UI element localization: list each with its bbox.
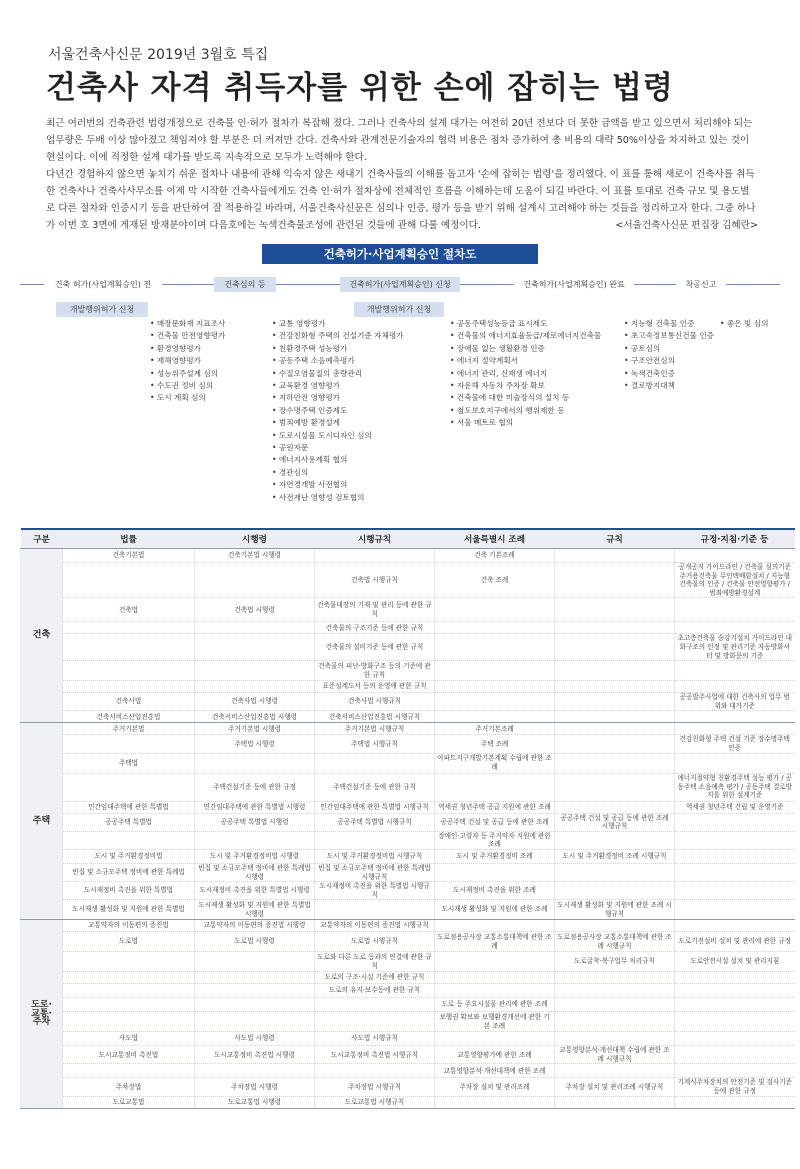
procedure-item: • 공동주택 소음예측평가 [272, 355, 404, 367]
procedure-item: • 자연경개발 사전협의 [272, 479, 404, 491]
table-cell: 사도법 시행령 [195, 1032, 315, 1046]
table-cell: 교통약자의 이동편의 증진법 시행규칙 [315, 920, 435, 932]
table-cell [63, 563, 195, 598]
table-cell [675, 900, 795, 920]
procedure-item: • 지능형 건축물 인증 [624, 318, 714, 330]
table-row [21, 831, 795, 849]
table-cell [195, 622, 315, 634]
table-cell [555, 563, 675, 598]
table-cell: 도로점용공사장 교통소통대책에 관한 조례 [435, 932, 555, 952]
table-row [21, 735, 795, 753]
table-row [21, 622, 795, 634]
table-cell [315, 1064, 435, 1078]
table-cell: 공공주택 건설 및 공급 등에 관한 조례 시행규칙 [555, 813, 675, 831]
table-cell [195, 998, 315, 1012]
table-row [21, 1046, 795, 1064]
table-cell: 건축법 시행령 [195, 598, 315, 622]
procedure-title: 건축허가·사업계획승인 절차도 [262, 244, 538, 264]
table-cell [675, 598, 795, 622]
table-cell [555, 1032, 675, 1046]
group-label: 주택 [21, 723, 63, 920]
table-cell: 빈집 및 소규모주택 정비에 관한 특례법 [63, 863, 195, 881]
procedure-item: • 장수명주택 인증제도 [272, 405, 404, 417]
table-header: 규정·지침·기준 등 [675, 529, 795, 549]
table-cell [63, 831, 195, 849]
table-header: 시행규칙 [315, 529, 435, 549]
table-cell: 도시재생 활성화 및 지원에 관한 특별법 시행령 [195, 900, 315, 920]
procedure-col-before [150, 318, 225, 405]
table-cell: 빈집 및 소규모주택 정비에 관한 특례법 시행령 [195, 863, 315, 881]
procedure-item: • 구조안전심의 [624, 355, 714, 367]
table-cell [555, 753, 675, 773]
table-cell [555, 882, 675, 900]
procedure-item: • 건강친화형 주택의 건설기준 자체평가 [272, 330, 404, 342]
table-cell [555, 622, 675, 634]
table-cell: 건강친화형 주택 건설 기준 장수명주택 인증 [675, 735, 795, 753]
procedure-col-start [720, 318, 768, 330]
procedure-item: • 범죄예방 환경설계 [272, 417, 404, 429]
table-cell: 교통영향평가에 관한 조례 [435, 1046, 555, 1064]
table-cell: 도로의 유지·보수등에 관한 규칙 [315, 984, 435, 998]
table-cell: 도시교통정비 촉진법 시행령 [195, 1046, 315, 1064]
procedure-col-review [272, 318, 404, 504]
procedure-item: • 수도권 정비 심의 [150, 380, 225, 392]
table-cell [435, 920, 555, 932]
table-cell [63, 952, 195, 972]
table-row [21, 711, 795, 723]
procedure-item: • 초고속정보통신건물 인증 [624, 330, 714, 342]
table-cell [555, 735, 675, 753]
table-row [21, 984, 795, 998]
table-cell: 도시재정비 촉진을 위한 특별법 시행령 [195, 882, 315, 900]
procedure-item: • 자운해 자동차 주차장 확보 [450, 380, 601, 392]
table-cell [555, 661, 675, 681]
group-label: 도로· 교통· 주차 [21, 920, 63, 1108]
table-cell: 도시재정비 촉진을 위한 조례 [435, 882, 555, 900]
law-table [20, 528, 795, 1109]
table-cell: 도시교통정비 촉진법 시행규칙 [315, 1046, 435, 1064]
table-cell [63, 634, 195, 661]
procedure-item: • 건축물 안전영향평가 [150, 330, 225, 342]
table-row [21, 1064, 795, 1078]
table-cell: 주택건설기준 등에 관한 규정 [195, 773, 315, 801]
table-header: 구분 [21, 529, 63, 549]
table-cell: 도시재정비 촉진을 위한 특별법 시행규칙 [315, 882, 435, 900]
stage-before-permit: 건축 허가(사업계획승인) 전 [44, 277, 162, 292]
table-cell: 건축기본법 [63, 549, 195, 563]
procedure-item: • 장애물 없는 생활환경 인증 [450, 343, 601, 355]
table-cell [63, 972, 195, 984]
table-cell: 공공주택 건설 및 공급 등에 관한 조례 [435, 813, 555, 831]
procedure-item: • 서울 메트로 협의 [450, 417, 601, 429]
procedure-item: • 성능위주설계 심의 [150, 368, 225, 380]
table-header: 법률 [63, 529, 195, 549]
table-row [21, 863, 795, 881]
table-cell [435, 681, 555, 693]
page-title: 건축사 자격 취득자를 위한 손에 잡히는 법령 [46, 70, 674, 106]
table-cell: 건축서비스산업진흥법 시행령 [195, 711, 315, 723]
table-cell: 건축물의 설비기준 등에 관한 규칙 [315, 634, 435, 661]
procedure-item: • 좋은 빛 심의 [720, 318, 768, 330]
table-cell: 건축서비스산업진흥법 [63, 711, 195, 723]
table-cell: 도로법 [63, 932, 195, 952]
table-row [21, 920, 795, 932]
table-cell: 민간임대주택에 관한 특별법 [63, 801, 195, 813]
table-cell: 건축사법 [63, 693, 195, 711]
table-cell: 도시재생 활성화 및 지원에 관한 조례 시행규칙 [555, 900, 675, 920]
table-cell: 역세권 청년주택 건립 및 운영기준 [675, 801, 795, 813]
table-cell [195, 984, 315, 998]
table-row [21, 900, 795, 920]
table-cell [675, 723, 795, 735]
table-cell [315, 998, 435, 1012]
table-cell: 사도법 시행규칙 [315, 1032, 435, 1046]
table-cell [675, 1064, 795, 1078]
table-row [21, 723, 795, 735]
table-cell [555, 984, 675, 998]
stage-permit-application: 건축허가(사업계획승인) 신청 [340, 277, 460, 292]
table-header: 서울특별시 조례 [435, 529, 555, 549]
table-cell [555, 801, 675, 813]
table-cell [675, 711, 795, 723]
table-row [21, 693, 795, 711]
procedure-item: • 도로시설물 도시디자인 심의 [272, 430, 404, 442]
table-cell [555, 693, 675, 711]
table-cell: 주차장법 시행규칙 [315, 1078, 435, 1096]
table-row [21, 661, 795, 681]
table-cell: 건축법 [63, 598, 195, 622]
procedure-item: • 녹색건축인증 [624, 368, 714, 380]
procedure-col-application [450, 318, 601, 430]
table-cell [675, 1046, 795, 1064]
table-row [21, 801, 795, 813]
intro-paragraph-2 [46, 166, 758, 234]
table-row [21, 849, 795, 863]
table-cell: 도로교통법 시행령 [195, 1096, 315, 1108]
procedure-item: • 건축물의 에너지효율등급/제로에너지건축물 [450, 330, 601, 342]
table-cell [63, 661, 195, 681]
table-cell: 도시 및 주거환경정비법 시행규칙 [315, 849, 435, 863]
table-cell: 건축물의 피난·방화구조 등의 기준에 관한 규칙 [315, 661, 435, 681]
procedure-item: • 환경영향평가 [150, 343, 225, 355]
table-cell: 도로법 시행령 [195, 932, 315, 952]
table-cell: 건축물대장의 기재 및 관리 등에 관한 규칙 [315, 598, 435, 622]
table-cell: 표준설계도서 등의 운영에 관한 규칙 [315, 681, 435, 693]
table-cell [675, 831, 795, 849]
table-cell [435, 711, 555, 723]
table-cell: 건축사법 시행령 [195, 693, 315, 711]
table-cell [315, 753, 435, 773]
table-cell [555, 723, 675, 735]
table-cell [195, 634, 315, 661]
table-cell: 주택법 [63, 753, 195, 773]
procedure-item: • 사전재난 영향성 검토협의 [272, 492, 404, 504]
table-cell: 건축 조례 [435, 563, 555, 598]
table-cell: 사도법 [63, 1032, 195, 1046]
stage-construction-start: 착공신고 [676, 277, 726, 292]
table-cell [555, 549, 675, 563]
table-row [21, 882, 795, 900]
table-cell [195, 1064, 315, 1078]
table-cell: 주차장법 [63, 1078, 195, 1096]
table-cell [675, 622, 795, 634]
table-cell [675, 998, 795, 1012]
table-cell: 초고층건축물 승강기설치 가이드라인 내화구조의 인정 및 관리기준 자동방화셔터 및 방화문의 기준 [675, 634, 795, 661]
table-cell [675, 549, 795, 563]
table-cell [555, 863, 675, 881]
table-cell: 건축 기본조례 [435, 549, 555, 563]
table-cell [315, 1012, 435, 1032]
table-cell: 도로안전시설 설치 및 관리지침 [675, 952, 795, 972]
procedure-item: • 교통 영향평가 [272, 318, 404, 330]
procedure-item: • 지하안전 영향평가 [272, 392, 404, 404]
procedure-item: • 공동주택성능등급 표시제도 [450, 318, 601, 330]
table-row [21, 1032, 795, 1046]
table-cell [435, 1032, 555, 1046]
table-header: 시행령 [195, 529, 315, 549]
table-cell: 주거기본법 [63, 723, 195, 735]
procedure-item: • 에너지 절약계획서 [450, 355, 601, 367]
table-cell: 주택법 시행규칙 [315, 735, 435, 753]
table-cell: 도로의 구조·시설 기준에 관한 규칙 [315, 972, 435, 984]
procedure-item: • 수질오염물질의 총량관리 [272, 368, 404, 380]
table-cell: 교통영향분석·개선대책에 관한 조례 [435, 1064, 555, 1078]
table-cell: 민간임대주택에 관한 특별법 시행령 [195, 801, 315, 813]
table-row [21, 563, 795, 598]
table-cell [435, 598, 555, 622]
table-cell: 공공주택 특별법 [63, 813, 195, 831]
procedure-item: • 재해영향평가 [150, 355, 225, 367]
table-row [21, 753, 795, 773]
table-cell: 도시재정비 촉진을 위한 특별법 [63, 882, 195, 900]
table-cell: 보행권 확보와 보행환경개선에 관한 기본 조례 [435, 1012, 555, 1032]
table-cell [435, 773, 555, 801]
intro-text [46, 115, 758, 234]
table-row [21, 634, 795, 661]
editor-signature: <서울건축사신문 편집장 김혜란> [615, 220, 758, 231]
table-cell [675, 863, 795, 881]
table-cell [195, 753, 315, 773]
table-cell [675, 1032, 795, 1046]
table-cell: 건축물의 구조기준 등에 관한 규칙 [315, 622, 435, 634]
table-cell [555, 998, 675, 1012]
table-cell [63, 773, 195, 801]
table-cell: 주거기본조례 [435, 723, 555, 735]
table-row [21, 813, 795, 831]
table-row [21, 1096, 795, 1108]
table-cell: 민간임대주택에 관한 특별법 시행규칙 [315, 801, 435, 813]
table-cell: 도로 등 주요시설물 관리에 관한 조례 [435, 998, 555, 1012]
table-cell: 도로교통법 [63, 1096, 195, 1108]
table-cell [195, 952, 315, 972]
table-cell [555, 1012, 675, 1032]
procedure-item: • 교육환경 영향평가 [272, 380, 404, 392]
table-cell: 도로와 다른 도로 등과의 연결에 관한 규칙 [315, 952, 435, 972]
table-cell [675, 882, 795, 900]
table-row [21, 681, 795, 693]
procedure-item: • 매장문화재 지표조사 [150, 318, 225, 330]
intro-paragraph-1: 최근 여러번의 건축관련 법령개정으로 건축물 인·허가 절차가 복잡해 졌다. 그러나 건축사의 설계 대가는 여전히 20년 전보다 더 못한 금액을 받고 있으면서 처리해야 되는 업무량은 두배 이상 많아졌고 책임져야 할 부분은 더 커져만 간다. 건축사와 관계전문기술자의 협력 비용은 점차 증가하여 총 비용의 대략 50%이상을 차지하고 있는 것이 현실이다. 이에 적정한 설계 대가를 받도록 지속적으로 모두가 노력해야 한다. [46, 118, 753, 163]
procedure-item: • 공토심의 [624, 343, 714, 355]
group-label: 건축 [21, 549, 63, 723]
table-cell [555, 598, 675, 622]
table-cell [675, 984, 795, 998]
table-cell: 주차장법 시행령 [195, 1078, 315, 1096]
table-cell [555, 773, 675, 801]
table-cell [315, 549, 435, 563]
table-cell: 에너지절약형 친환경주택 성능 평가 / 공동주택 소음예측 평가 / 공동주택 결로방지를 위한 설계기준 [675, 773, 795, 801]
table-cell: 교통영향분석·개선대책 수립에 관한 조례 시행규칙 [555, 1046, 675, 1064]
table-cell [555, 681, 675, 693]
table-cell: 도시재생 활성화 및 지원에 관한 특별법 [63, 900, 195, 920]
table-cell: 도로법 시행규칙 [315, 932, 435, 952]
table-cell [63, 735, 195, 753]
table-row [21, 972, 795, 984]
table-cell: 기계식주차장치의 안전기준 및 검사기준 등에 관한 규정 [675, 1078, 795, 1096]
table-cell [195, 1012, 315, 1032]
table-cell: 주거기본법 시행규칙 [315, 723, 435, 735]
procedure-item: • 에너지 관리, 신재생 에너지 [450, 368, 601, 380]
table-cell [435, 972, 555, 984]
table-header: 규칙 [555, 529, 675, 549]
table-cell [675, 920, 795, 932]
table-cell [555, 634, 675, 661]
table-cell [555, 1064, 675, 1078]
table-cell: 도로기전설비 설치 및 관리에 관한 규정 [675, 932, 795, 952]
table-cell: 건축기본법 시행령 [195, 549, 315, 563]
table-cell: 주택법 시행령 [195, 735, 315, 753]
table-cell: 공공주택 특별법 시행령 [195, 813, 315, 831]
table-cell [675, 661, 795, 681]
table-cell: 빈집 및 소규모주택 정비에 관한 특례법 시행규칙 [315, 863, 435, 881]
table-cell [675, 849, 795, 863]
table-cell: 도시 및 주거환경정비법 [63, 849, 195, 863]
table-cell: 도로교통법 시행규칙 [315, 1096, 435, 1108]
procedure-item: • 건축물에 대한 미술장식의 설치 등 [450, 392, 601, 404]
table-cell [555, 1096, 675, 1108]
table-cell: 장애인·고령자 등 주거약자 지원에 관한 조례 [435, 831, 555, 849]
table-row [21, 549, 795, 563]
table-cell: 아파트지구개발기본계획 수립에 관한 조례 [435, 753, 555, 773]
table-cell: 도시재생 활성화 및 지원에 관한 조례 [435, 900, 555, 920]
table-cell [555, 972, 675, 984]
table-cell [63, 1064, 195, 1078]
development-permit-label-2: 개발행위허가 신청 [354, 302, 444, 317]
table-cell: 공공발주사업에 대한 건축사의 업무 범위와 대가기준 [675, 693, 795, 711]
procedure-item: • 도시 계획 심의 [150, 392, 225, 404]
table-cell: 주택 조례 [435, 735, 555, 753]
table-cell: 역세권 청년주택 공급 지원에 관한 조례 [435, 801, 555, 813]
procedure-item: • 철도보호지구에서의 행위제한 등 [450, 405, 601, 417]
table-cell: 도로점용공사장 교통소통대책에 관한 조례 시행규칙 [555, 932, 675, 952]
table-cell [63, 998, 195, 1012]
stage-permit-complete: 건축허가(사업계획승인) 완료 [514, 277, 634, 292]
table-cell: 주차장 설치 및 관리조례 시행규칙 [555, 1078, 675, 1096]
table-cell [435, 622, 555, 634]
table-cell [675, 681, 795, 693]
table-row [21, 932, 795, 952]
table-cell: 교통약자의 이동편의 증진법 시행령 [195, 920, 315, 932]
table-cell [435, 863, 555, 881]
table-row [21, 1078, 795, 1096]
table-row [21, 1012, 795, 1032]
table-cell: 주거기본법 시행령 [195, 723, 315, 735]
table-cell [63, 1012, 195, 1032]
table-cell [435, 693, 555, 711]
table-cell [315, 831, 435, 849]
development-permit-label-1: 개발행위허가 신청 [56, 302, 148, 317]
table-row [21, 598, 795, 622]
issue-kicker: 서울건축사신문 2019년 3월호 특집 [48, 47, 269, 63]
table-cell: 주택건설기준 등에 관한 규칙 [315, 773, 435, 801]
table-cell [435, 634, 555, 661]
table-cell [195, 831, 315, 849]
table-cell [675, 753, 795, 773]
table-cell: 건축서비스산업진흥법 시행규칙 [315, 711, 435, 723]
table-cell [195, 681, 315, 693]
procedure-item: • 에너지사용계획 협의 [272, 454, 404, 466]
table-cell [435, 1096, 555, 1108]
table-cell: 도시 및 주거환경정비 조례 [435, 849, 555, 863]
table-cell: 공개공지 가이드라인 / 건축물 심의기준 주거용건축물 무인택배함설치 / 지능형 건축물의 인증 / 건축물 안전영향평가 / 범죄예방환경설계 [675, 563, 795, 598]
table-cell [435, 984, 555, 998]
procedure-item: • 경관심의 [272, 467, 404, 479]
table-cell [195, 661, 315, 681]
table-cell: 건축법 시행규칙 [315, 563, 435, 598]
table-cell: 도로굴착·복구업무 처리규칙 [555, 952, 675, 972]
table-cell [195, 563, 315, 598]
table-cell [315, 900, 435, 920]
table-cell: 건축사법 시행규칙 [315, 693, 435, 711]
table-cell: 도시 및 주거환경정비 조례 시행규칙 [555, 849, 675, 863]
procedure-item: • 친환경주택 성능평가 [272, 343, 404, 355]
table-cell: 도시교통정비 촉진법 [63, 1046, 195, 1064]
table-cell: 교통약자의 이동편의 증진법 [63, 920, 195, 932]
table-cell [675, 972, 795, 984]
table-cell [675, 1096, 795, 1108]
table-row [21, 998, 795, 1012]
table-row [21, 952, 795, 972]
table-cell [195, 972, 315, 984]
table-cell: 공공주택 특별법 시행규칙 [315, 813, 435, 831]
procedure-item: • 공원자문 [272, 442, 404, 454]
table-cell [63, 622, 195, 634]
table-row [21, 773, 795, 801]
table-cell [555, 920, 675, 932]
intro-paragraph-2-text: 다년간 경험하지 않으면 놓치기 쉬운 절차나 내용에 관해 익숙지 않은 새내기 건축사들의 이해를 돕고자 '손에 잡히는 법령'을 정리했다. 이 표를 통해 새로이 건축사를 취득한 건축사나 건축사사무소를 이제 막 시작한 건축사들에게도 건축 인·허가 절차상에 전체적인 흐름을 이해하는데 도움이 되길 바란다. 이 표를 토대로 건축 규모 및 용도별로 다른 절차와 인증시기 등을 판단하여 잘 적용하길 바라며, 서울건축사신문은 심의나 인증, 평가 등을 받기 위해 설계시 고려해야 하는 것들을 정리하고자 한다. 그중 하나가 이번 호 3면에 게재된 방재분야이며 다음호에는 녹색건축물조성에 관련된 것들에 관해 다룰 예정이다. [46, 169, 756, 231]
table-cell [63, 984, 195, 998]
table-cell [435, 952, 555, 972]
table-cell [555, 831, 675, 849]
stage-review: 건축심의 등 [214, 277, 276, 292]
table-cell [675, 1012, 795, 1032]
table-cell [555, 711, 675, 723]
table-cell [63, 681, 195, 693]
table-cell [435, 661, 555, 681]
procedure-col-complete [624, 318, 714, 392]
table-cell: 도시 및 주거환경정비법 시행령 [195, 849, 315, 863]
procedure-item: • 결로방지대책 [624, 380, 714, 392]
table-cell [675, 813, 795, 831]
table-cell: 주차장 설치 및 관리조례 [435, 1078, 555, 1096]
